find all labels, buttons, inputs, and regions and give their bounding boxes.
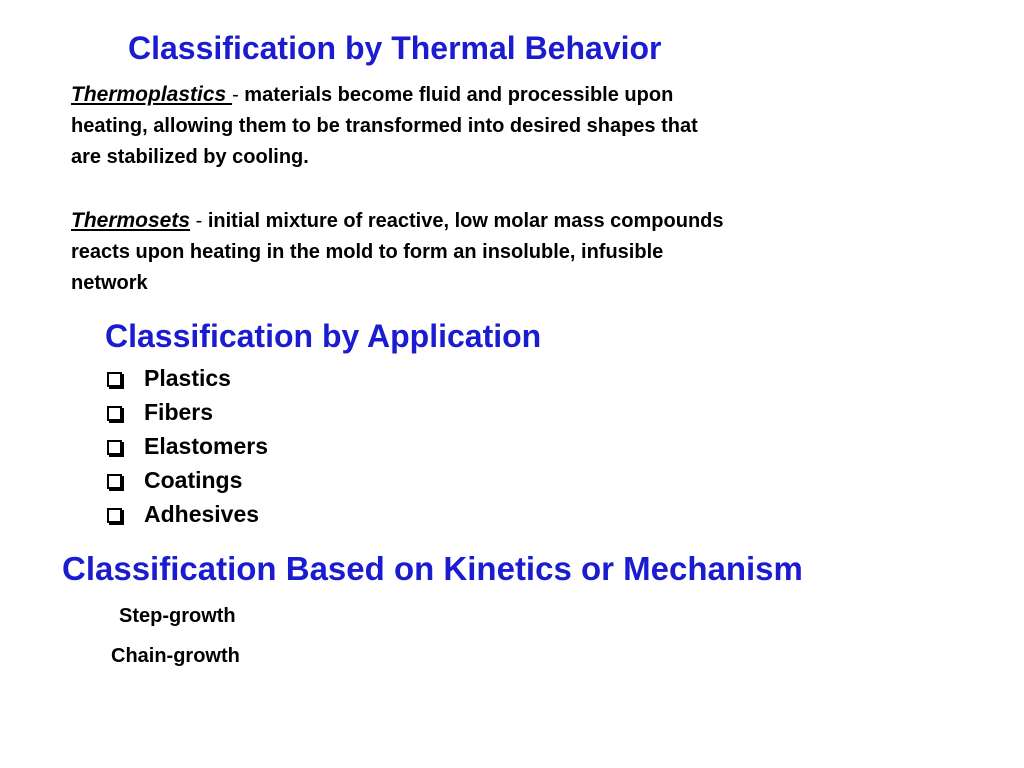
heading-thermal-behavior: Classification by Thermal Behavior (128, 30, 662, 66)
thermoplastics-term: Thermoplastics (71, 83, 233, 106)
list-item-label: Fibers (144, 398, 214, 425)
thermosets-dash: - (190, 210, 203, 232)
list-item (107, 429, 268, 463)
thermosets-term: Thermosets (71, 209, 191, 232)
checkbox-square-icon (107, 508, 122, 523)
thermoplastics-line-3: are stabilized by cooling. (71, 146, 309, 168)
checkbox-square-icon (107, 474, 122, 489)
mechanism-step-growth: Step-growth (119, 605, 236, 627)
thermosets-line-3: network (71, 272, 148, 294)
list-item (107, 361, 268, 395)
list-item (107, 497, 268, 531)
thermosets-line-2: reacts upon heating in the mold to form an insoluble, infusible (71, 241, 664, 263)
thermoplastics-line-1: materials become fluid and processible upon (238, 84, 674, 106)
application-list (107, 361, 268, 531)
list-item-label: Adhesives (144, 500, 260, 527)
mechanism-chain-growth: Chain-growth (111, 645, 240, 667)
thermosets-paragraph (71, 205, 724, 299)
list-item-label: Elastomers (144, 432, 269, 459)
heading-kinetics-mechanism: Classification Based on Kinetics or Mechanism (62, 550, 803, 587)
checkbox-square-icon (107, 406, 122, 421)
heading-application: Classification by Application (105, 318, 542, 354)
thermosets-line-1: initial mixture of reactive, low molar mass compounds (202, 210, 724, 232)
list-item-label: Plastics (144, 364, 231, 391)
checkbox-square-icon (107, 372, 122, 387)
thermoplastics-dash: - (232, 84, 239, 106)
list-item (107, 463, 268, 497)
list-item-label: Coatings (144, 466, 243, 493)
thermoplastics-line-2: heating, allowing them to be transformed into desired shapes that (71, 115, 698, 137)
list-item (107, 395, 268, 429)
checkbox-square-icon (107, 440, 122, 455)
thermoplastics-paragraph (71, 79, 698, 173)
